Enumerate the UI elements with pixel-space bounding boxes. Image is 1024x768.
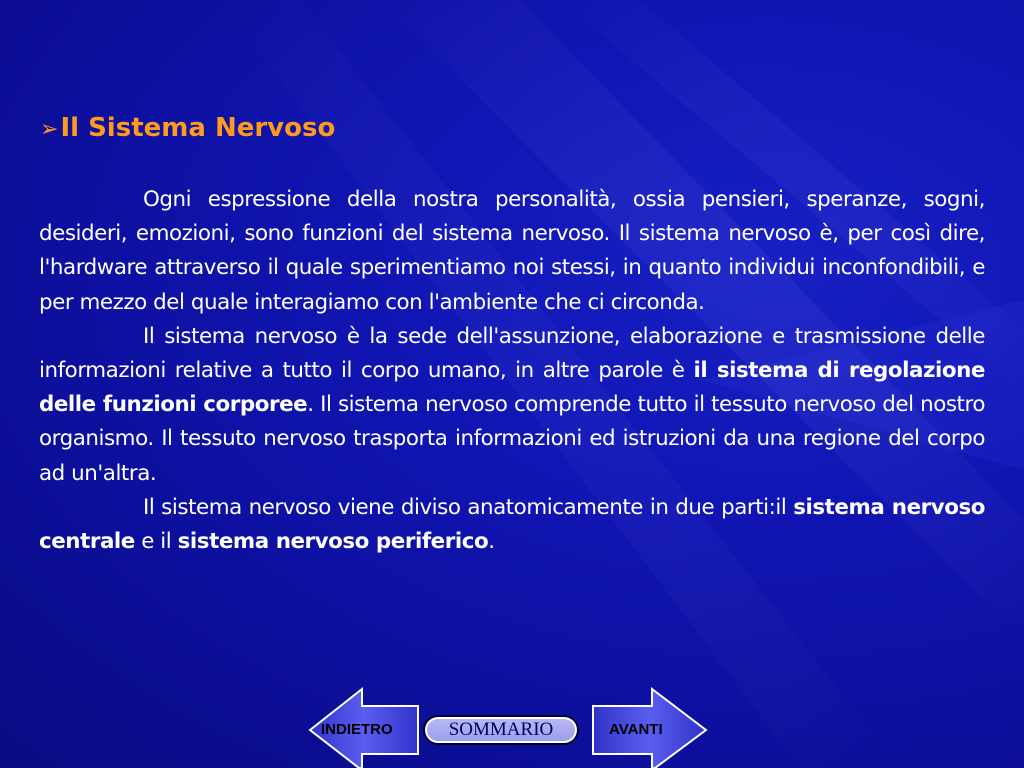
paragraph-text: e il <box>134 529 178 555</box>
next-button-label: AVANTI <box>609 721 663 738</box>
paragraph-bold-text: sistema nervoso centrale <box>39 494 985 555</box>
back-button-label: INDIETRO <box>321 721 393 738</box>
paragraph-bold-text: il sistema di regolazione delle funzioni corporee <box>39 358 985 418</box>
paragraph-bold-text: sistema nervoso periferico <box>177 529 489 555</box>
summary-button-label: SOMMARIO <box>448 719 554 740</box>
arrow-bullet-icon: ➢ <box>40 117 59 142</box>
paragraph-text: Il sistema nervoso è la sede dell'assunzione, elaborazione e trasmissione delle informazioni relative a tutto il corpo umano, in altre parole è <box>39 323 985 384</box>
next-button[interactable] <box>593 689 706 768</box>
slide-title-text: Il Sistema Nervoso <box>60 113 336 143</box>
paragraph-text: . <box>488 529 495 555</box>
paragraph-text: . Il sistema nervoso comprende tutto il tessuto nervoso del nostro organismo. Il tessuto nervoso trasporta informazioni ed istruzioni da una regione del corpo ad un'altra. <box>39 392 985 486</box>
back-button[interactable] <box>310 689 420 768</box>
paragraph-text: Ogni espressione della nostra personalità, ossia pensieri, speranze, sogni, desideri, emozioni, sono funzioni del sistema nervoso. Il sistema nervoso è, per così dire, l'hardware attraverso il quale sperimentiamo noi stessi, in quanto individui inconfondibili, e per mezzo del quale interagiamo con l'ambiente che ci circonda. <box>39 187 985 315</box>
paragraph-text: Il sistema nervoso viene diviso anatomicamente in due parti:il <box>143 494 794 520</box>
summary-button[interactable] <box>423 715 579 745</box>
